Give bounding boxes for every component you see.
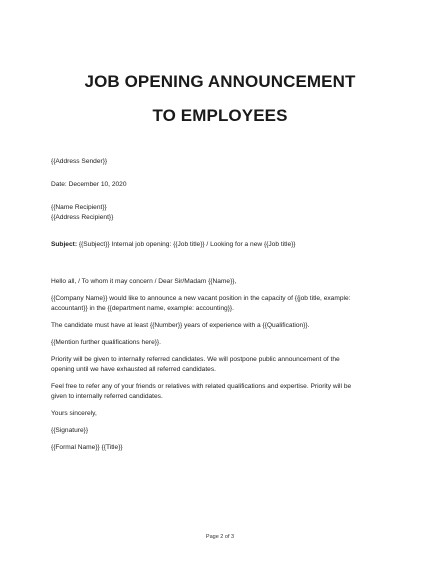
paragraph-1-line-2: accountant}} in the {{department name, example: accounting}}. (51, 305, 234, 312)
address-recipient: {{Address Recipient}} (51, 214, 114, 221)
paragraph-5-line-2: given to internally referred candidates. (51, 393, 163, 400)
document-title: JOB OPENING ANNOUNCEMENT (84, 72, 356, 91)
greeting: Hello all, / To whom it may concern / Dear Sir/Madam {{Name}}, (51, 278, 237, 285)
name-recipient: {{Name Recipient}} (51, 204, 107, 211)
paragraph-4-line-2: opening until we have exhausted all referred candidates. (51, 366, 216, 373)
document-subtitle: TO EMPLOYEES (152, 106, 288, 125)
subject-label: Subject: (51, 241, 78, 248)
paragraph-2: The candidate must have at least {{Number}} years of experience with a {{Qualification}}. (51, 322, 310, 329)
paragraph-3: {{Mention further qualifications here}}. (51, 339, 161, 346)
address-sender: {{Address Sender}} (51, 158, 108, 165)
subject-line (51, 240, 391, 250)
formal-name: {{Formal Name}} {{Title}} (51, 444, 123, 451)
paragraph-5-line-1: Feel free to refer any of your friends or relatives with related qualifications and expertise. Priority will be (51, 383, 352, 390)
subject-text: {{Subject}} Internal job opening: {{Job title}} / Looking for a new {{Job title}} (77, 241, 296, 248)
paragraph-1-line-1: {{Company Name}} would like to announce a new vacant position in the capacity of {{job title, example: (51, 295, 351, 302)
closing: Yours sincerely, (51, 410, 97, 417)
page-number: Page 2 of 3 (205, 534, 235, 540)
letter-body (51, 157, 391, 453)
paragraph-4-line-1: Priority will be given to internally referred candidates. We will postpone public announcement of the (51, 356, 340, 363)
signature: {{Signature}} (51, 427, 89, 434)
letter-date: Date: December 10, 2020 (51, 181, 127, 188)
